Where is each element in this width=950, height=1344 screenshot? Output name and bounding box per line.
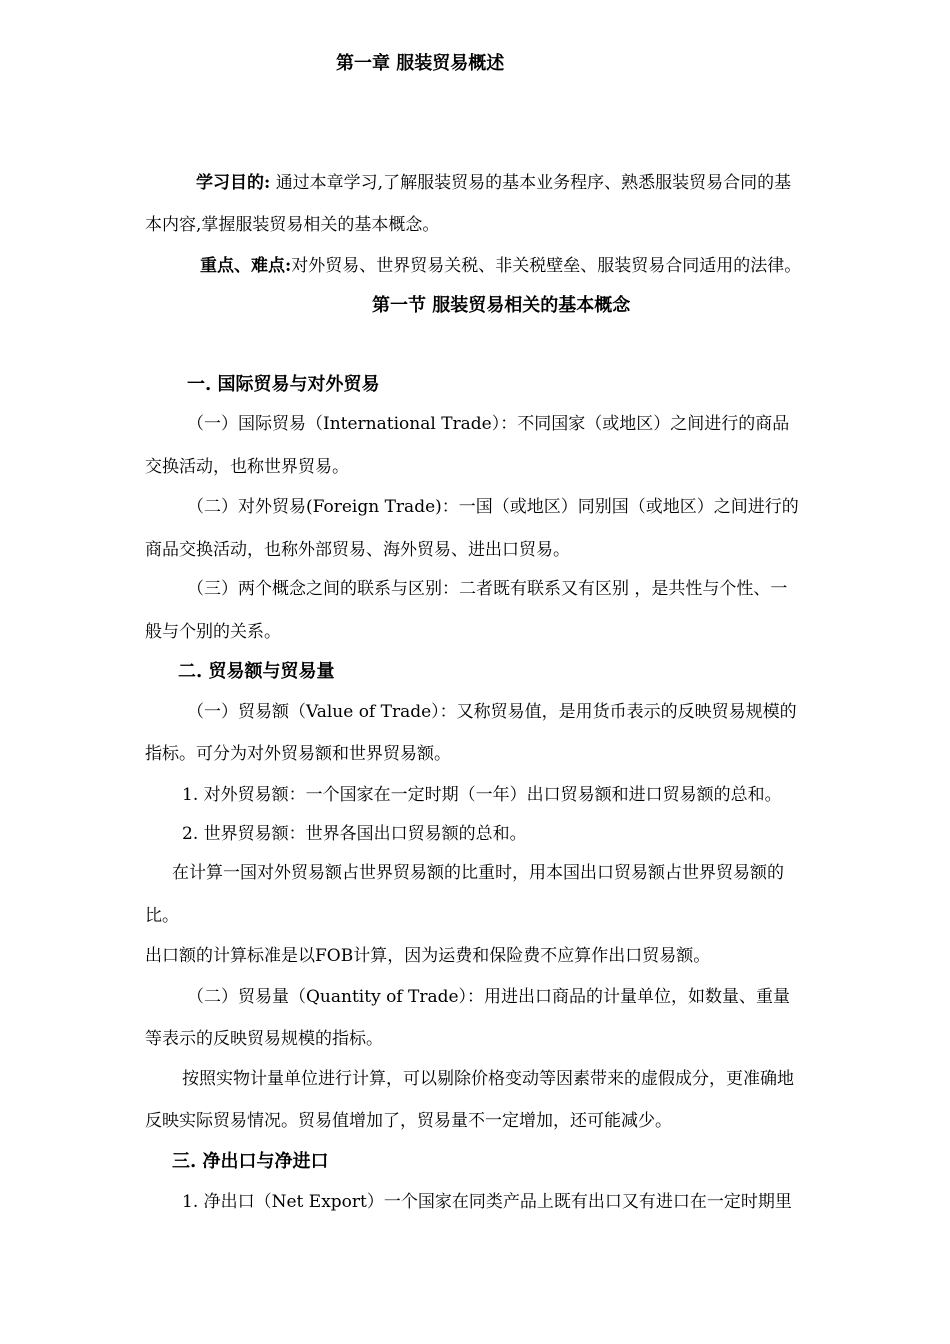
- part1-item1-line1: （一）国际贸易（International Trade）：不同国家（或地区）之间进行的商品: [187, 414, 790, 434]
- part2-note2: 出口额的计算标准是以FOB计算，因为运费和保险费不应算作出口贸易额。: [145, 946, 711, 966]
- part3-item1-line1: 1. 净出口（Net Export）一个国家在同类产品上既有出口又有进口在一定时期里: [182, 1192, 792, 1212]
- key-points-text: 对外贸易、世界贸易关税、非关税壁垒、服装贸易合同适用的法律。: [291, 256, 802, 276]
- chapter-title: 第一章 服装贸易概述: [336, 53, 505, 74]
- objectives-line-1: [196, 172, 791, 194]
- part2-sub2: 2. 世界贸易额：世界各国出口贸易额的总和。: [182, 824, 527, 844]
- part2-note1-line1: 在计算一国对外贸易额占世界贸易额的比重时，用本国出口贸易额占世界贸易额的: [172, 863, 784, 883]
- part2-note3-line1: 按照实物计量单位进行计算，可以剔除价格变动等因素带来的虚假成分，更准确地: [182, 1069, 794, 1089]
- part1-item2-line1: （二）对外贸易(Foreign Trade)：一国（或地区）同别国（或地区）之间进行的: [187, 497, 799, 517]
- key-points-label: 重点、难点:: [200, 256, 292, 276]
- objectives-label: 学习目的:: [196, 173, 271, 193]
- objectives-text-1: 通过本章学习,了解服装贸易的基本业务程序、熟悉服装贸易合同的基: [275, 173, 792, 193]
- part3-heading: 三. 净出口与净进口: [172, 1151, 329, 1172]
- objectives-line-2: 本内容,掌握服装贸易相关的基本概念。: [145, 215, 440, 235]
- part1-item2-line2: 商品交换活动，也称外部贸易、海外贸易、进出口贸易。: [145, 540, 570, 560]
- part2-note3-line2: 反映实际贸易情况。贸易值增加了，贸易量不一定增加，还可能减少。: [145, 1111, 672, 1131]
- part2-note1-line2: 比。: [145, 906, 179, 926]
- part1-heading: 一. 国际贸易与对外贸易: [187, 374, 380, 395]
- part1-item3-line1: （三）两个概念之间的联系与区别：二者既有联系又有区别 ，是共性与个性、一: [187, 579, 788, 599]
- part2-item2-line2: 等表示的反映贸易规模的指标。: [145, 1029, 383, 1049]
- part2-item1-line1: （一）贸易额（Value of Trade）：又称贸易值，是用货币表示的反映贸易规模的: [187, 702, 797, 722]
- part2-heading: 二. 贸易额与贸易量: [178, 661, 335, 682]
- section-title: 第一节 服装贸易相关的基本概念: [372, 295, 631, 316]
- part2-sub1: 1. 对外贸易额：一个国家在一定时期（一年）出口贸易额和进口贸易额的总和。: [182, 785, 782, 805]
- part1-item1-line2: 交换活动，也称世界贸易。: [145, 457, 349, 477]
- part2-item2-line1: （二）贸易量（Quantity of Trade）：用进出口商品的计量单位，如数量、重量: [187, 987, 791, 1007]
- part1-item3-line2: 般与个别的关系。: [145, 622, 281, 642]
- part2-item1-line2: 指标。可分为对外贸易额和世界贸易额。: [145, 744, 451, 764]
- key-points-line: [200, 255, 801, 277]
